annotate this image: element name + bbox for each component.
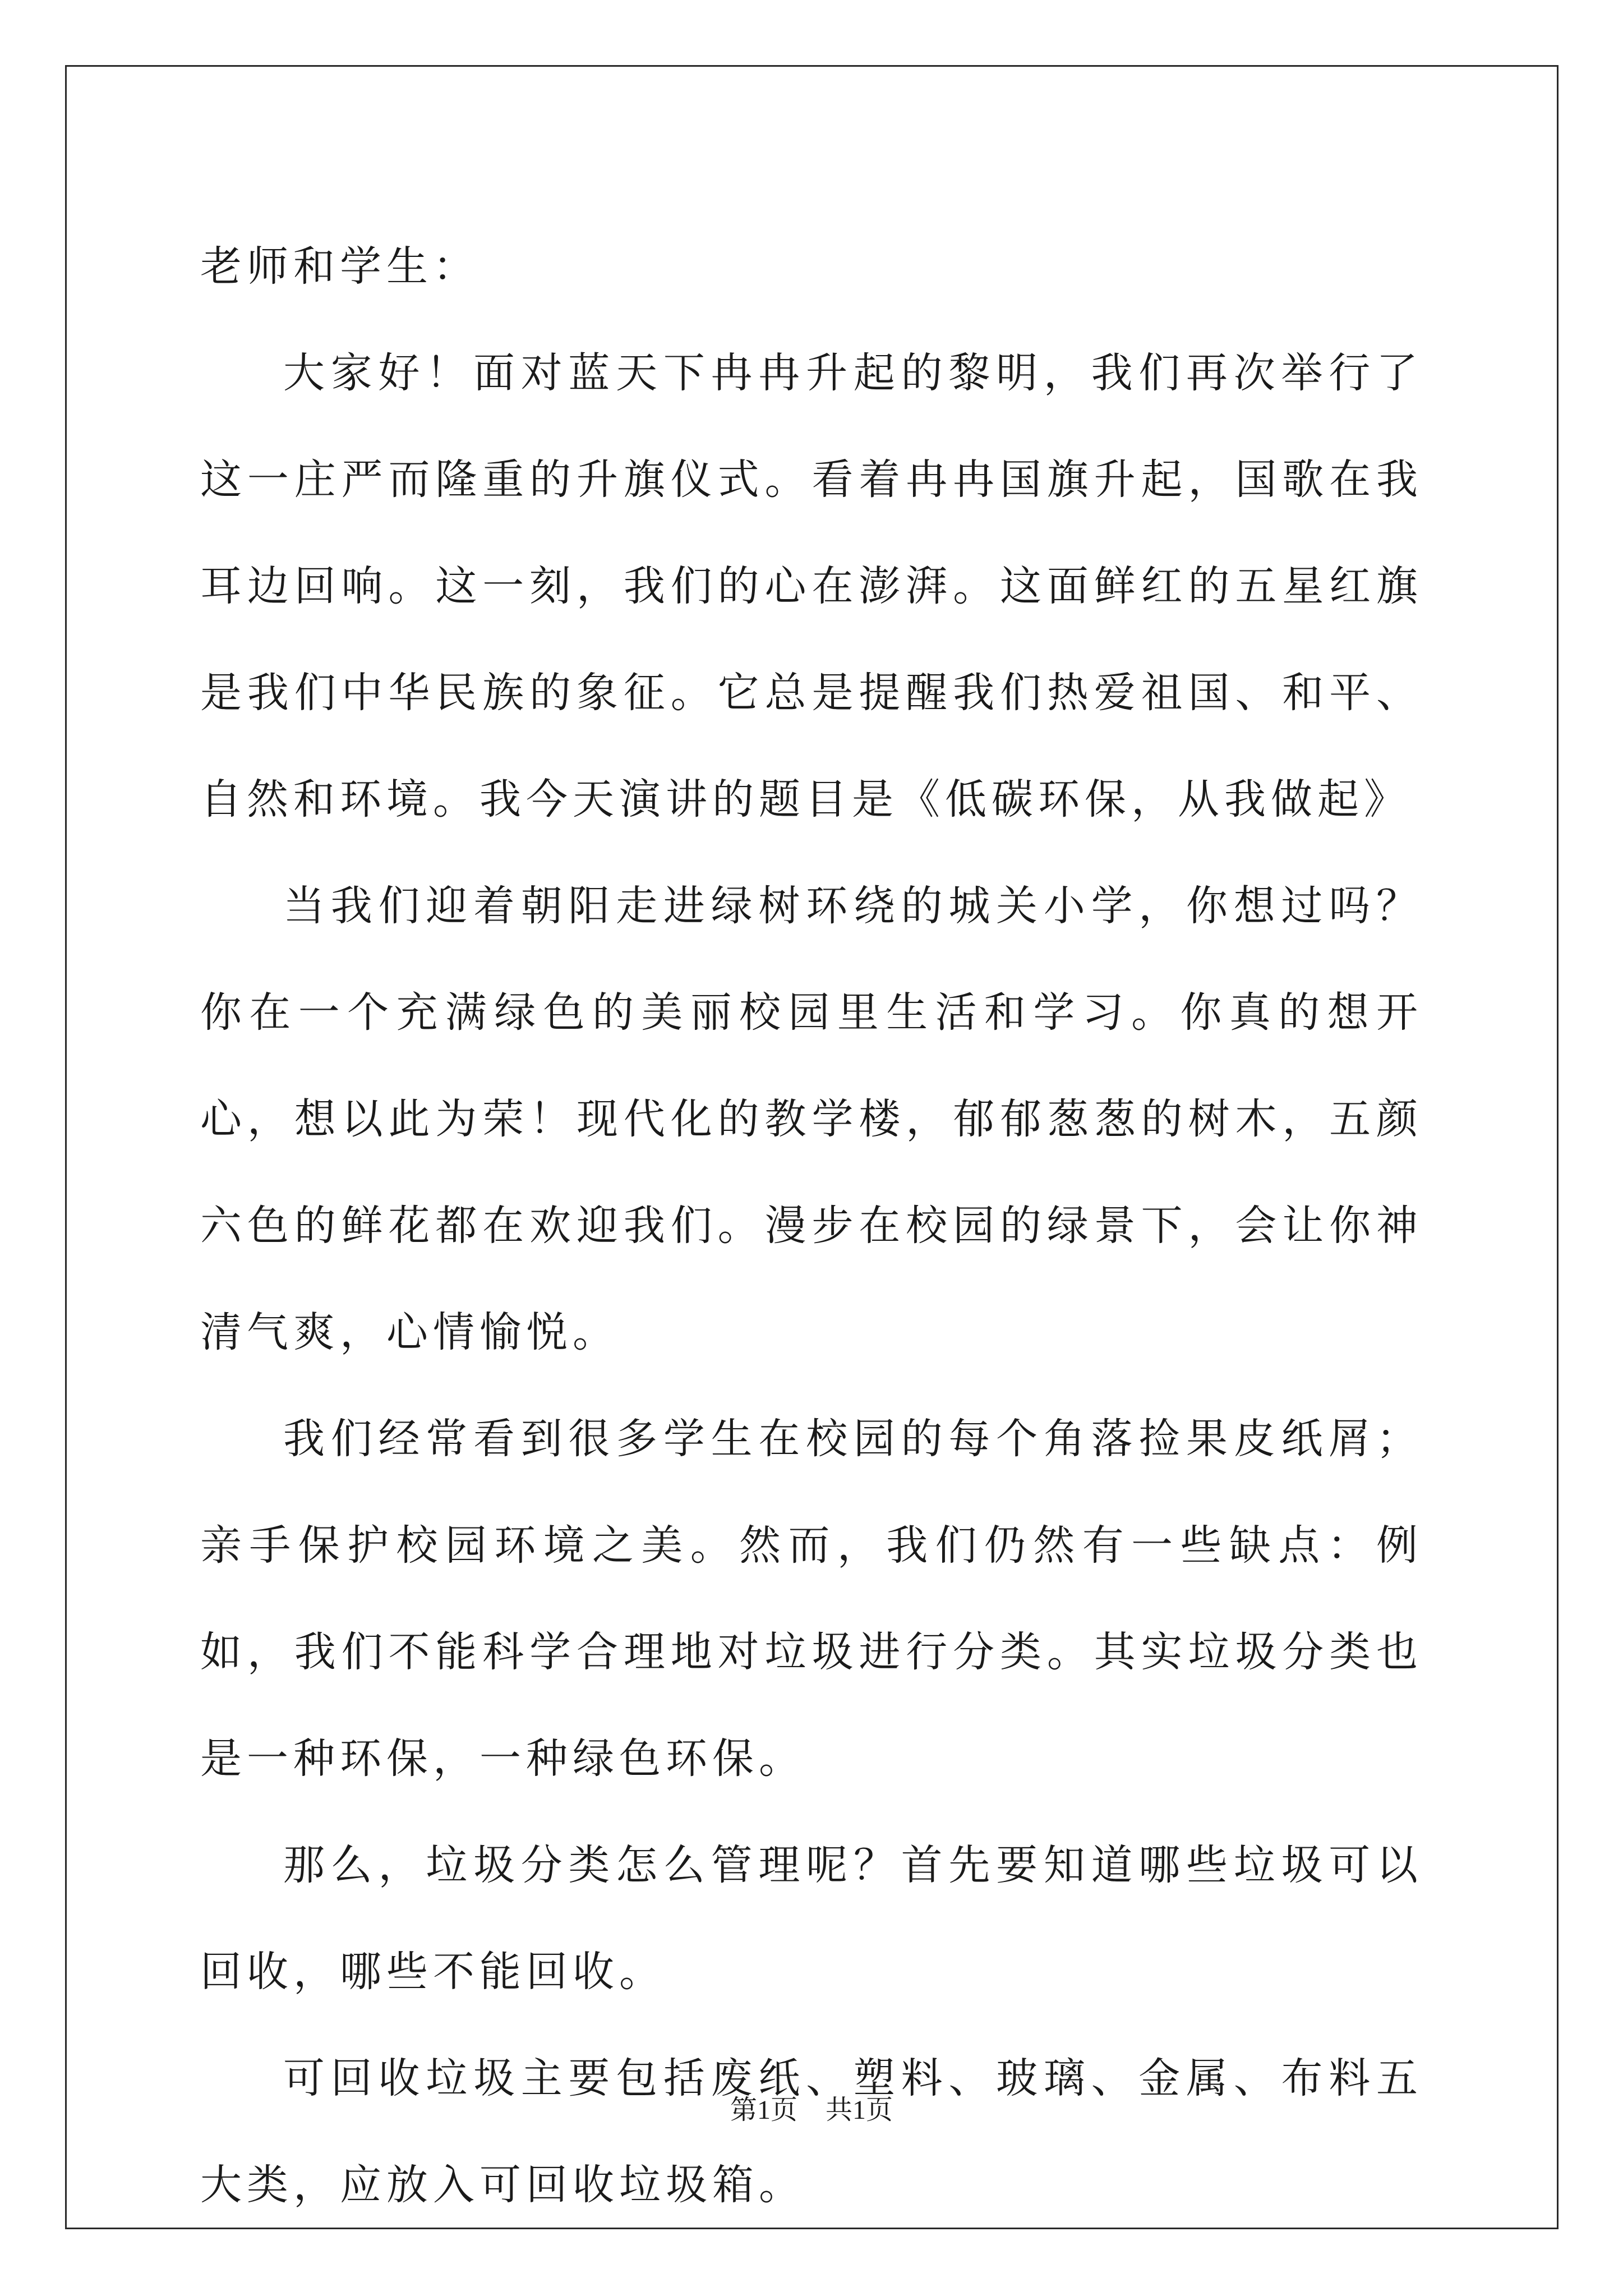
page-total: 共1页: [826, 2095, 893, 2125]
salutation: 老师和学生：: [200, 242, 479, 291]
document-body: [200, 213, 1423, 2238]
paragraph-recyclables: 可回收垃圾主要包括废纸、塑料、玻璃、金属、布料五大类，应放入可回收垃圾箱。: [200, 2054, 1423, 2209]
page-footer: [0, 2088, 1623, 2127]
page-number: 第1页: [730, 2095, 797, 2125]
paragraph-shortcomings: 我们经常看到很多学生在校园的每个角落捡果皮纸屑；亲手保护校园环境之美。然而，我们仍然有一些缺点：例如，我们不能科学合理地对垃圾进行分类。其实垃圾分类也是一种环保，一种绿色环保。: [200, 1415, 1423, 1783]
paragraph-classification: 那么，垃圾分类怎么管理呢？首先要知道哪些垃圾可以回收，哪些不能回收。: [200, 1841, 1423, 1996]
paragraph-campus: 当我们迎着朝阳走进绿树环绕的城关小学，你想过吗？你在一个充满绿色的美丽校园里生活和学习。你真的想开心，想以此为荣！现代化的教学楼，郁郁葱葱的树木，五颜六色的鲜花都在欢迎我们。漫步在校园的绿景下，会让你神清气爽，心情愉悦。: [200, 882, 1423, 1356]
paragraph-greeting: 大家好！面对蓝天下冉冉升起的黎明，我们再次举行了这一庄严而隆重的升旗仪式。看着冉冉国旗升起，国歌在我耳边回响。这一刻，我们的心在澎湃。这面鲜红的五星红旗是我们中华民族的象征。它总是提醒我们热爱祖国、和平、自然和环境。我今天演讲的题目是《低碳环保，从我做起》: [200, 349, 1423, 823]
